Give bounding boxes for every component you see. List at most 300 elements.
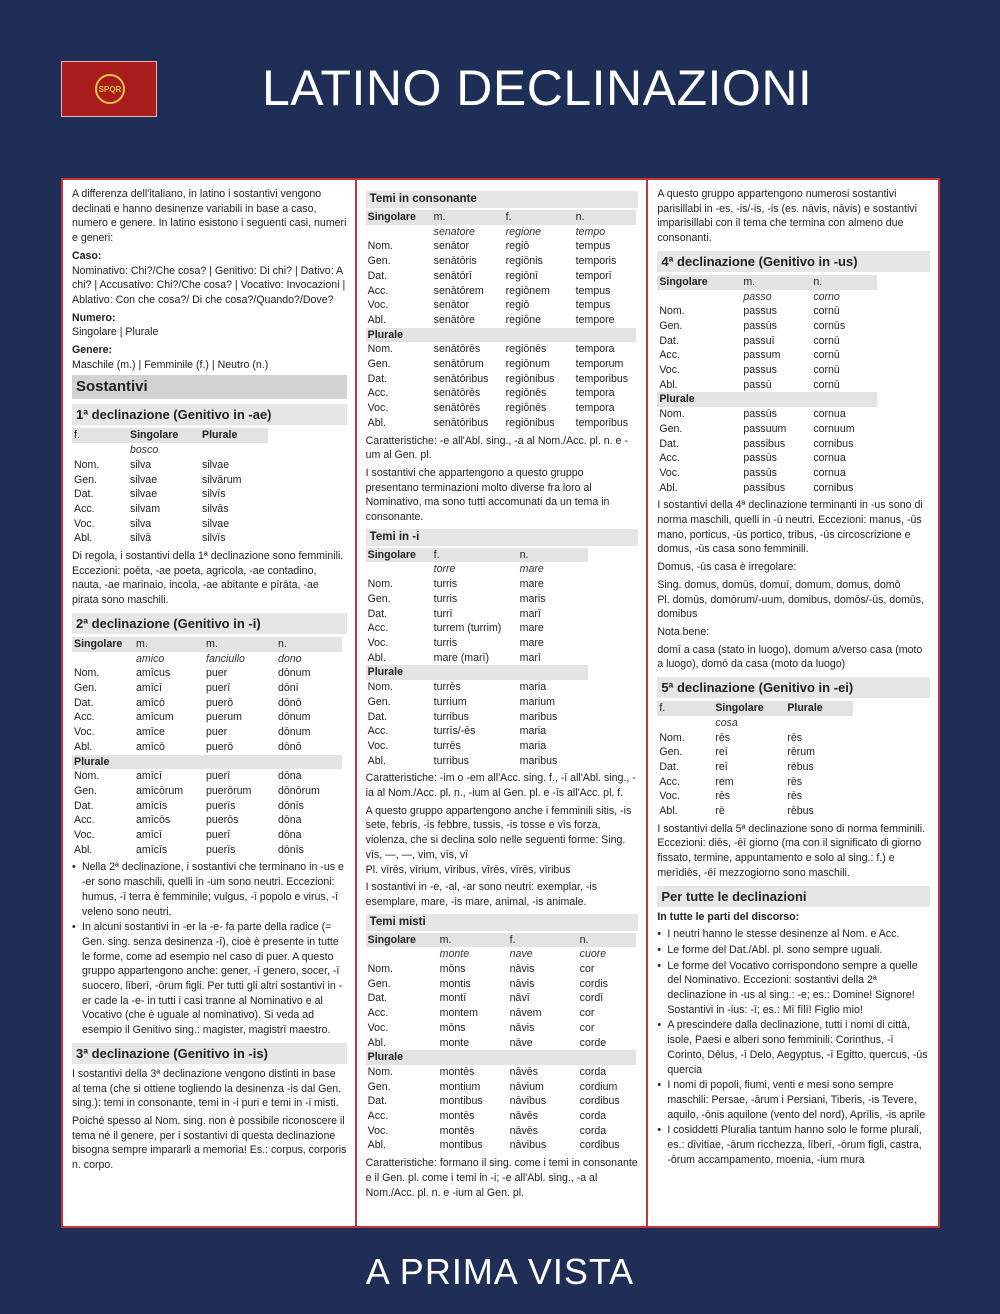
table-cell: regiōnem <box>505 284 550 297</box>
text-4-declinazione-3 <box>657 578 930 622</box>
table-row <box>366 386 636 401</box>
table-cell: passum <box>743 349 781 362</box>
table-row <box>366 313 636 328</box>
table-header-cell: n. <box>574 210 636 225</box>
table-row <box>72 740 342 755</box>
table-cell: nāvem <box>509 1007 542 1020</box>
table-row <box>72 813 342 828</box>
table-cell: senātōrēs <box>433 343 481 356</box>
table-cell: maria <box>519 725 547 738</box>
table-cell: Dat. <box>367 992 388 1005</box>
table-cell: maria <box>519 681 547 694</box>
table-cell: Voc. <box>367 299 389 312</box>
table-row <box>366 962 636 977</box>
table-cell: maribus <box>519 710 558 723</box>
table-cell: nāvium <box>509 1080 544 1093</box>
table-cell: regione <box>505 225 541 238</box>
table-cell: cordis <box>579 977 608 990</box>
table-cell: amīcōrum <box>136 784 184 797</box>
table-cell: silvae <box>130 488 158 501</box>
table-header-row <box>72 637 342 652</box>
table-example-row <box>366 947 636 962</box>
table-row <box>366 695 588 710</box>
table-row <box>366 1109 636 1124</box>
table-cell: maria <box>519 739 547 752</box>
table-row <box>366 284 636 299</box>
table-cell: dōnīs <box>278 799 304 812</box>
table-cell: Gen. <box>367 358 391 371</box>
table-cell: Acc. <box>367 1007 389 1020</box>
table-cell: regiōne <box>505 313 541 326</box>
table-cell: corda <box>579 1065 607 1078</box>
table-example-row <box>657 716 853 731</box>
table-cell: Nom. <box>659 305 685 318</box>
table-1-declinazione <box>72 428 268 546</box>
caratteristiche-temi-misti: Caratteristiche: formano il sing. come i temi in consonante e il Gen. pl. come i temi in -i; -e all'Abl. sing., -a al Nom./Acc. pl. n. e -ium al Gen. pl. <box>365 1157 638 1199</box>
table-cell: rem <box>715 775 734 788</box>
table-cell: puer <box>206 667 228 680</box>
text-3-declinazione-2: Poiché spesso al Nom. sing. non è possibile riconoscere il tema né il genere, per i sostantivi di questa declinazione bisogna sempre impararli a memoria! Es.: corpus, corporis n. corpo. <box>72 1114 347 1172</box>
table-cell: regiō <box>505 240 530 253</box>
table-cell: passibus <box>743 437 786 450</box>
table-cell: cornua <box>813 452 846 465</box>
note-1-declinazione: Di regola, i sostantivi della 1ª declinazione sono femminili. Eccezioni: poēta, -ae poeta, agricola, -ae contadino, nauta, -ae marinaio, incola, -ae abitante e pīrāta, -ae pirata sono maschili. <box>72 550 344 607</box>
table-header-cell: f. <box>508 933 578 948</box>
table-cell: rēbus <box>787 760 814 773</box>
table-row <box>657 481 877 496</box>
table-cell: Dat. <box>367 607 388 620</box>
table-row <box>366 724 588 739</box>
table-cell: amīce <box>136 726 165 739</box>
table-cell: silvam <box>130 502 161 515</box>
table-row <box>72 828 342 843</box>
table-cell: amico <box>136 652 165 665</box>
table-cell: puerō <box>206 696 234 709</box>
table-row <box>366 1094 636 1109</box>
table-cell: montibus <box>439 1139 483 1152</box>
table-cell: regiō <box>505 299 530 312</box>
table-cell: Gen. <box>74 784 97 797</box>
table-cell: Acc. <box>367 284 389 297</box>
heading-temi-consonante: Temi in consonante <box>366 191 639 208</box>
table-row <box>657 731 853 746</box>
table-cell: Abl. <box>367 1139 386 1152</box>
table-cell: cornū <box>813 334 840 347</box>
table-cell: amīcī <box>136 770 162 783</box>
table-cell: Voc. <box>367 402 389 415</box>
table-cell: dōnum <box>278 667 311 680</box>
list-item: • Le forme del Dat./Abl. pl. sono sempre uguali. <box>657 943 930 958</box>
table-header-cell: n. <box>518 548 588 563</box>
table-cell: montis <box>439 977 471 990</box>
table-cell: tempus <box>575 284 611 297</box>
table-cell: Abl. <box>74 532 93 545</box>
table-cell: temporibus <box>575 372 629 385</box>
table-header-cell: Singolare <box>657 275 741 290</box>
table-row <box>72 710 342 725</box>
column-1 <box>63 180 355 1226</box>
table-cell: Gen. <box>659 422 683 435</box>
table-row <box>72 666 342 681</box>
table-row <box>657 437 877 452</box>
table-cell: mare <box>519 636 544 649</box>
table-cell: Voc. <box>659 364 680 377</box>
table-row <box>72 784 342 799</box>
table-cell: cornū <box>813 349 840 362</box>
heading-5-declinazione: 5ª declinazione (Genitivo in -ei) <box>657 677 930 698</box>
content-sheet <box>61 178 940 1228</box>
table-cell: mare <box>519 578 544 591</box>
list-item: • Le forme del Vocativo corrispondono sempre a quelle del Nominativo. Eccezioni: sostantivi della 2ª declinazione in -us al sing.: -e; es.: Domine! Signore! Sostantivi in -ius: -ī; es.: Mī fīlī! Figlio mio! <box>657 959 930 1018</box>
table-cell: dōnīs <box>278 843 304 856</box>
table-cell: passus <box>743 364 777 377</box>
table-row <box>72 799 342 814</box>
table-header-row <box>366 933 636 948</box>
numero-label: Numero: <box>72 311 116 324</box>
table-cell: nāvī <box>509 992 530 1005</box>
table-cell: amīcīs <box>136 799 168 812</box>
section-sostantivi: Sostantivi <box>72 375 347 399</box>
table-row <box>366 1065 636 1080</box>
table-plurale-row <box>72 755 342 770</box>
table-cell: silva <box>130 458 152 471</box>
table-cell: nave <box>509 948 533 961</box>
table-cell: Abl. <box>367 754 386 767</box>
table-cell: regiōnēs <box>505 343 547 356</box>
table-cell: puerōrum <box>206 784 252 797</box>
table-cell: Acc. <box>367 387 389 400</box>
table-cell: marī <box>519 607 541 620</box>
spqr-emblem-icon: SPQR <box>95 74 125 104</box>
table-row <box>72 487 268 502</box>
table-cell: cornū <box>813 378 840 391</box>
table-cell: turrium <box>433 695 467 708</box>
table-cell: senātōribus <box>433 372 489 385</box>
table-header-cell: m. <box>432 210 504 225</box>
table-cell: maribus <box>519 754 558 767</box>
table-cell: Nom. <box>367 963 393 976</box>
table-cell: Voc. <box>659 466 680 479</box>
table-cell: Nom. <box>367 578 393 591</box>
table-header-row <box>657 701 853 716</box>
table-row <box>72 458 268 473</box>
table-cell: Voc. <box>659 790 680 803</box>
table-cell: silvārum <box>202 473 242 486</box>
table-row <box>657 789 853 804</box>
table-cell: Abl. <box>659 481 678 494</box>
table-cell: passuī <box>743 334 775 347</box>
plurale-label: Plurale <box>366 328 432 343</box>
table-temi-misti <box>366 933 636 1154</box>
text-4-declinazione-2: Domus, -ūs casa è irregolare: <box>657 561 797 574</box>
table-cell: nāve <box>509 1036 533 1049</box>
text-consonante: I sostantivi che appartengono a questo gruppo presentano terminazioni molto diverse fra loro al Nominativo, ma sono tutti accomunati da un tema in consonante. <box>365 466 610 524</box>
table-header-cell: f. <box>432 548 518 563</box>
heading-temi-i: Temi in -i <box>366 529 639 546</box>
list-item: • Nella 2ª declinazione, i sostantivi che terminano in -us e -er sono maschili, quelli in -um sono neutri. Eccezioni: humus, -ī terra è femminile; vulgus, -ī popolo e virus, -ī veleno sono neutri. <box>72 860 347 919</box>
table-cell: Dat. <box>74 488 94 501</box>
table-2-declinazione <box>72 637 342 858</box>
table-cell: Dat. <box>367 269 388 282</box>
table-cell: cornū <box>813 305 840 318</box>
table-cell: Nom. <box>74 770 100 783</box>
table-cell: tempore <box>575 313 615 326</box>
heading-4-declinazione: 4ª declinazione (Genitivo in -us) <box>657 251 930 272</box>
table-cell: mōns <box>439 1021 466 1034</box>
table-row <box>366 239 636 254</box>
table-cell: cor <box>579 1021 595 1034</box>
plurale-label: Plurale <box>366 665 432 680</box>
table-cell: montibus <box>439 1095 483 1108</box>
table-cell <box>366 947 438 962</box>
list-item: • I nomi di popoli, fiumi, venti e mesi sono sempre maschili: Persae, -ārum i Persiani, Tiberis, -is Tevere, aquilo, -ōnis aquilone (vento del nord), Aprīlis, -is aprile <box>657 1078 930 1122</box>
table-example-row <box>72 652 342 667</box>
table-cell: cordibus <box>579 1139 620 1152</box>
table-cell: temporī <box>575 269 612 282</box>
table-cell <box>72 652 134 667</box>
text-4-declinazione-1: I sostantivi della 4ª declinazione terminanti in -us sono di norma maschili, quelli in -ū neutri. Eccezioni: manus, -ūs mano, porticus, -ūs portico, tribus, -ūs circoscrizione e domus, -ūs casa sono femminili. <box>657 499 923 556</box>
table-cell: amīcum <box>136 711 174 724</box>
table-row <box>72 696 342 711</box>
table-cell: Acc. <box>659 452 680 465</box>
table-cell: cordium <box>579 1080 618 1093</box>
table-cell: Nom. <box>367 240 393 253</box>
table-cell: Acc. <box>74 711 95 724</box>
table-row <box>366 1080 636 1095</box>
table-example-row <box>72 443 268 458</box>
table-cell: cor <box>579 1007 595 1020</box>
table-cell: Dat. <box>659 334 679 347</box>
table-cell: nāvēs <box>509 1124 538 1137</box>
table-cell: cornibus <box>813 481 854 494</box>
table-cell: turris <box>433 592 458 605</box>
table-cell: rēs <box>715 790 731 803</box>
heading-1-declinazione: 1ª declinazione (Genitivo in -ae) <box>72 404 347 425</box>
table-cell: temporibus <box>575 416 629 429</box>
heading-2-declinazione: 2ª declinazione (Genitivo in -i) <box>72 613 347 634</box>
table-cell: rē <box>715 805 725 818</box>
table-row <box>657 378 877 393</box>
table-row <box>72 725 342 740</box>
table-cell: puerī <box>206 770 231 783</box>
table-cell: turris <box>433 636 458 649</box>
table-row <box>366 710 588 725</box>
table-cell: Nom. <box>74 458 100 471</box>
table-plurale-row <box>657 392 877 407</box>
table-cell: dōnōrum <box>278 784 320 797</box>
table-cell: senatore <box>433 225 475 238</box>
table-cell: monte <box>439 1036 470 1049</box>
table-row <box>366 991 636 1006</box>
table-cell: Nom. <box>367 681 393 694</box>
table-cell: silvīs <box>202 488 226 501</box>
table-cell: puerī <box>206 829 231 842</box>
table-row <box>366 254 636 269</box>
table-cell: regiōnēs <box>505 387 547 400</box>
table-cell: corda <box>579 1124 607 1137</box>
heading-3-declinazione: 3ª declinazione (Genitivo in -is) <box>72 1043 347 1064</box>
table-cell: mare <box>519 563 544 576</box>
table-cell: silva <box>130 517 152 530</box>
table-cell: senātōris <box>433 255 477 268</box>
table-header-cell: m. <box>204 637 276 652</box>
table-cell: passus <box>743 305 777 318</box>
domus-plurale: Pl. domūs, domōrum/-uum, domibus, domōs/-ūs, domūs, domibus <box>657 593 925 621</box>
table-cell: amīcī <box>136 829 162 842</box>
table-cell: Dat. <box>659 437 679 450</box>
table-cell: fanciullo <box>206 652 245 665</box>
table-cell: tempora <box>575 387 615 400</box>
table-row <box>657 804 853 819</box>
table-row <box>657 407 877 422</box>
text-5-declinazione: I sostantivi della 5ª declinazione sono di norma femminili. Eccezioni: diēs, -ēī giorno (ma con il significato di giorno fissato, termine, appuntamento e solo al sing.: f.) e merīdiēs, -ēī mezzogiorno sono maschili. <box>657 822 926 879</box>
table-header-cell: Singolare <box>366 210 432 225</box>
table-row <box>72 681 342 696</box>
table-row <box>657 422 877 437</box>
table-cell: tempora <box>575 343 615 356</box>
table-cell: dōnum <box>278 726 311 739</box>
table-cell: dōna <box>278 814 302 827</box>
table-cell: nāvibus <box>509 1095 547 1108</box>
list-item: • In alcuni sostantivi in -er la -e- fa parte della radice (= Gen. sing. senza desinenza -ī), cioè è presente in tutte le forme, come ad esempio nel caso di puer. A questo gruppo appartengono anche: gener, -ī genero, socer, -ī suocero, līberī, -ōrum figli. Per tutti gli altri sostantivi in -er cade la -e- in tutti i casi tranne al Nominativo e al Vocativo (che è uguale al nominativo). Si veda ad esempio il Genitivo sing.: magister, magistrī maestro. <box>72 920 347 1038</box>
genere-label: Genere: <box>72 344 113 357</box>
table-cell: nāvibus <box>509 1139 547 1152</box>
table-cell: dōnō <box>278 696 302 709</box>
table-cell: Gen. <box>367 255 391 268</box>
list-item: • I neutri hanno le stesse desinenze al Nom. e Acc. <box>657 927 930 942</box>
table-cell: silvae <box>130 473 158 486</box>
table-cell: Voc. <box>367 636 389 649</box>
table-cell: tempus <box>575 240 611 253</box>
table-cell: mare (marī) <box>433 651 489 664</box>
table-cell: Acc. <box>74 814 95 827</box>
table-cell <box>785 716 853 731</box>
table-cell: tempus <box>575 299 611 312</box>
table-cell: senātor <box>433 299 469 312</box>
table-cell: cordī <box>579 992 604 1005</box>
table-cell: Abl. <box>367 1036 386 1049</box>
caso-label: Caso: <box>72 249 102 262</box>
table-cell: amīcō <box>136 696 165 709</box>
genere-block <box>72 343 347 372</box>
plurale-label: Plurale <box>657 392 741 407</box>
table-plurale-row <box>366 665 588 680</box>
table-cell: amīcus <box>136 667 171 680</box>
table-header-row <box>657 275 877 290</box>
table-header-cell: m. <box>134 637 204 652</box>
intro-text: A differenza dell'italiano, in latino i sostantivi vengono declinati e hanno desinenze variabili in base a caso, numero e genere. In latino esistono i seguenti casi, numeri e generi: <box>72 188 347 245</box>
table-cell: nāvis <box>509 977 535 990</box>
table-cell <box>200 443 268 458</box>
table-cell: nāvēs <box>509 1065 538 1078</box>
table-cell: montium <box>439 1080 481 1093</box>
table-cell: Gen. <box>659 319 683 332</box>
table-example-row <box>366 562 588 577</box>
table-5-declinazione <box>657 701 853 819</box>
table-cell: montem <box>439 1007 478 1020</box>
table-cell: turribus <box>433 710 469 723</box>
table-cell: Abl. <box>74 843 93 856</box>
table-cell: Gen. <box>74 473 97 486</box>
table-cell: puerīs <box>206 799 236 812</box>
table-row <box>72 769 342 784</box>
table-cell <box>366 562 432 577</box>
table-cell: cuore <box>579 948 607 961</box>
table-cell: regiōnēs <box>505 402 547 415</box>
table-cell: Nom. <box>74 667 100 680</box>
table-row <box>657 775 853 790</box>
table-cell: amīcīs <box>136 843 168 856</box>
table-row <box>366 592 588 607</box>
table-cell: corno <box>813 290 840 303</box>
table-example-row <box>657 290 877 305</box>
table-cell: turrīs/-ēs <box>433 725 476 738</box>
table-row <box>366 621 588 636</box>
table-cell: Gen. <box>367 977 391 990</box>
table-cell: Dat. <box>74 696 94 709</box>
table-row <box>366 651 588 666</box>
table-row <box>366 1006 636 1021</box>
table-cell: puerīs <box>206 843 236 856</box>
table-cell <box>657 290 741 305</box>
table-cell: turrī <box>433 607 453 620</box>
text-3-declinazione-1: I sostantivi della 3ª declinazione vengono distinti in base al tema (che si ottiene togliendo la desinenza -is dal Gen. sing.): temi in consonante, temi in -i puri e temi in -i misti. <box>72 1067 342 1110</box>
table-header-row <box>366 210 636 225</box>
table-row <box>657 760 853 775</box>
table-cell: turrēs <box>433 681 461 694</box>
text-temi-i-1b: Pl. vīrēs, vīrium, vīribus, vīrēs, vīrēs, vīribus <box>365 863 571 876</box>
table-cell: Abl. <box>659 378 678 391</box>
table-cell: Dat. <box>74 799 94 812</box>
table-cell: silvās <box>202 502 229 515</box>
table-row <box>366 357 636 372</box>
table-cell: turrem (turrim) <box>433 622 502 635</box>
table-row <box>366 636 588 651</box>
caso-block <box>72 249 347 308</box>
table-header-cell: Plurale <box>200 428 268 443</box>
table-row <box>366 607 588 622</box>
caratteristiche-temi-i: Caratteristiche: -im o -em all'Acc. sing. f., -ī all'Abl. sing., -ia al Nom./Acc. pl. n., -ium al Gen. pl. e -īs all'Acc. pl. f. <box>365 772 636 800</box>
table-cell: Nom. <box>367 1065 393 1078</box>
table-cell: puerī <box>206 681 231 694</box>
text-temi-i-1a: A questo gruppo appartengono anche i femminili sitis, -is sete, febris, -is febbre, tussis, -is tosse e vīs forza, violenza, che si declina solo nelle seguenti forme: Sing. vīs, —, —, vim, vīs, vī <box>365 804 632 861</box>
text-temi-i-2: I sostantivi in -e, -al, -ar sono neutri: exemplar, -is esemplare, mare, -is mare, animal, -is animale. <box>365 881 598 908</box>
text-temi-i-1 <box>366 804 639 878</box>
table-cell: mare <box>519 622 544 635</box>
table-cell: regiōnī <box>505 269 539 282</box>
heading-temi-misti: Temi misti <box>366 914 639 931</box>
table-row <box>657 334 877 349</box>
table-cell: Acc. <box>74 502 95 515</box>
table-cell: mōns <box>439 963 466 976</box>
table-cell: bosco <box>130 444 159 457</box>
table-cell: silvā <box>130 532 152 545</box>
table-cell: passūs <box>743 466 777 479</box>
table-cell: senātōrum <box>433 358 484 371</box>
table-cell: maris <box>519 592 546 605</box>
column-3 <box>646 180 938 1226</box>
table-cell: regiōnibus <box>505 372 555 385</box>
table-header-cell: Plurale <box>785 701 853 716</box>
table-row <box>366 1021 636 1036</box>
table-cell: Abl. <box>367 313 386 326</box>
table-cell: marium <box>519 695 555 708</box>
table-header-cell: Singolare <box>72 637 134 652</box>
table-row <box>72 531 268 546</box>
table-row <box>366 269 636 284</box>
table-row <box>366 372 636 387</box>
table-cell: reī <box>715 760 728 773</box>
